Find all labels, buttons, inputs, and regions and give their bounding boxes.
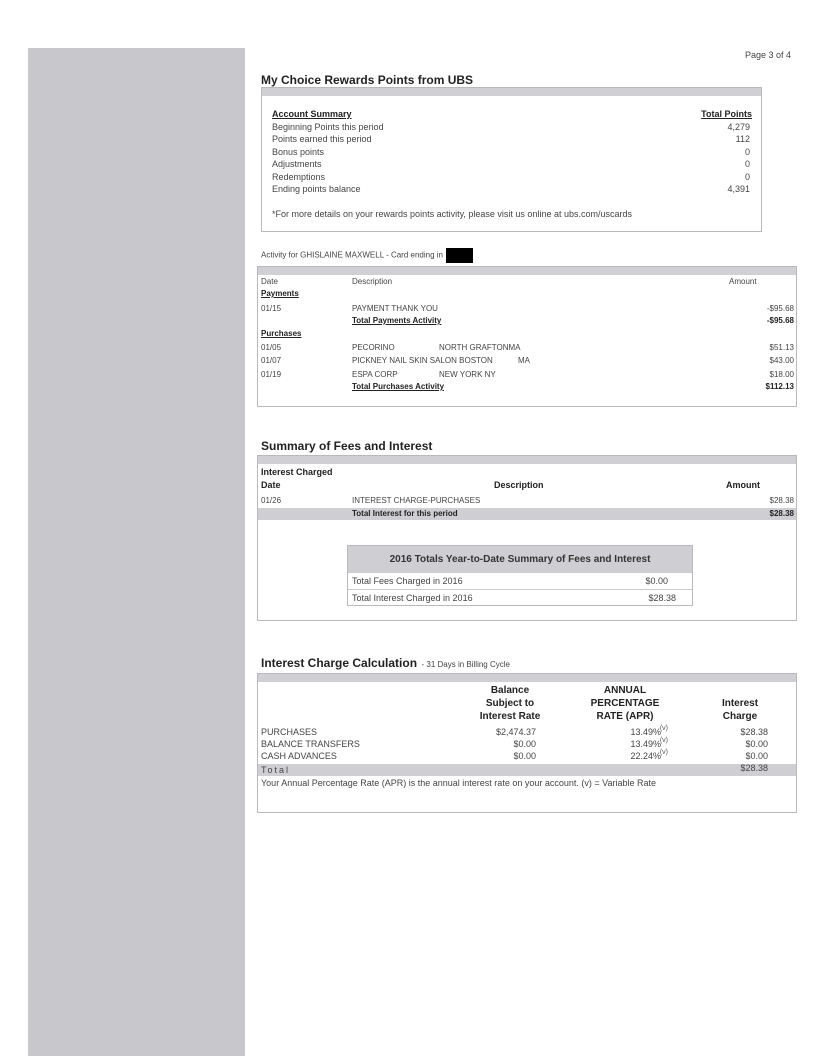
rewards-label: Ending points balance: [272, 184, 361, 194]
payments-total-label: Total Payments Activity: [352, 316, 442, 325]
calc-row-balance: $2,474.37: [495, 727, 536, 737]
rewards-label: Redemptions: [272, 172, 326, 182]
calc-row-flag: (v): [659, 749, 668, 756]
purchases-heading: Purchases: [261, 329, 302, 338]
purchase-description: PICKNEY NAIL SKIN SALON BOSTON: [352, 356, 493, 365]
rewards-header-bar: [262, 88, 761, 96]
total-points-heading: Total Points: [701, 109, 752, 119]
rewards-value: 112: [735, 134, 750, 144]
rewards-label: Beginning Points this period: [272, 122, 384, 132]
activity-label-text: Activity for GHISLAINE MAXWELL - Card ending in: [261, 250, 443, 260]
ytd-row: [348, 589, 692, 606]
col-charge-line: Charge: [722, 711, 758, 722]
fees-row-amount: $28.38: [769, 496, 794, 505]
interest-calc-subtitle: - 31 Days in Billing Cycle: [421, 660, 510, 669]
rewards-label: Bonus points: [272, 147, 325, 157]
purchase-date: 01/05: [261, 343, 282, 352]
col-charge-line: Interest: [721, 698, 759, 709]
ytd-row: [348, 572, 692, 589]
ytd-title: 2016 Totals Year-to-Date Summary of Fees and Interest: [348, 546, 692, 572]
col-date: Date: [261, 277, 278, 286]
calc-row-charge: $0.00: [745, 739, 768, 749]
col-amount: Amount: [729, 277, 757, 286]
calc-total: $28.38: [740, 763, 768, 773]
payment-amount: -$95.68: [766, 304, 794, 313]
ytd-value: $0.00: [645, 576, 668, 586]
purchase-location: NEW YORK NY: [439, 370, 496, 379]
calc-row-charge: $0.00: [745, 751, 768, 761]
calc-row-apr: 13.49%: [630, 727, 661, 737]
fees-total-label: Total Interest for this period: [352, 509, 458, 518]
col-apr-line: PERCENTAGE: [590, 698, 660, 709]
activity-label: [261, 248, 473, 263]
ytd-summary-table: [347, 545, 693, 606]
page-number: Page 3 of 4: [745, 50, 792, 60]
rewards-label: Adjustments: [272, 159, 322, 169]
interest-calc-title: Interest Charge Calculation: [261, 656, 418, 670]
col-charge-header: [710, 697, 770, 723]
col-apr-line: RATE (APR): [596, 711, 654, 722]
purchase-date: 01/19: [261, 370, 282, 379]
fees-total: $28.38: [769, 509, 794, 518]
rewards-value: 0: [744, 159, 750, 169]
col-apr-line: ANNUAL: [603, 685, 647, 696]
col-description: Description: [352, 277, 393, 286]
calc-row-apr: 13.49%: [630, 739, 661, 749]
interest-calc-heading: [261, 654, 510, 672]
ytd-value: $28.38: [648, 593, 676, 603]
interest-charged-label: Interest Charged: [261, 467, 333, 477]
calc-row-type: CASH ADVANCES: [261, 751, 337, 761]
calc-note: Your Annual Percentage Rate (APR) is the annual interest rate on your account. (v) = Variable Rate: [261, 778, 656, 788]
activity-header-bar: [258, 267, 796, 275]
calc-total-bar: [258, 764, 796, 776]
rewards-note: *For more details on your rewards points activity, please visit us online at ubs.com/uscards: [272, 209, 632, 219]
purchase-amount: $43.00: [769, 356, 794, 365]
rewards-box: [261, 87, 762, 232]
col-balance-line: Subject to: [485, 698, 535, 709]
col-balance-line: Balance: [490, 685, 530, 696]
rewards-value: 4,391: [727, 184, 750, 194]
redacted-card-number: [446, 248, 473, 263]
rewards-value: 0: [744, 172, 750, 182]
activity-table: [257, 266, 797, 407]
calc-row-balance: $0.00: [513, 751, 536, 761]
fees-header-bar: [258, 456, 796, 464]
rewards-title: My Choice Rewards Points from UBS: [261, 73, 474, 87]
fees-col-description: Description: [494, 480, 544, 490]
purchases-total-label: Total Purchases Activity: [352, 382, 445, 391]
col-balance-header: [468, 684, 552, 723]
rewards-label: Points earned this period: [272, 134, 372, 144]
calc-row-apr: 22.24%: [630, 751, 661, 761]
rewards-value: 0: [744, 147, 750, 157]
col-balance-line: Interest Rate: [479, 711, 541, 722]
payments-heading: Payments: [261, 289, 299, 298]
rewards-value: 4,279: [727, 122, 750, 132]
purchase-location: MA: [518, 356, 530, 365]
calc-row-balance: $0.00: [513, 739, 536, 749]
fees-col-amount: Amount: [726, 480, 760, 490]
payments-total: -$95.68: [766, 316, 794, 325]
purchase-amount: $51.13: [769, 343, 794, 352]
fees-row-description: INTEREST CHARGE-PURCHASES: [352, 496, 481, 505]
calc-row-flag: (v): [659, 737, 668, 744]
calc-row-flag: (v): [659, 725, 668, 732]
calc-row-charge: $28.38: [740, 727, 768, 737]
ytd-label: Total Fees Charged in 2016: [352, 576, 463, 586]
fees-col-date: Date: [261, 480, 281, 490]
sidebar-panel: [28, 48, 245, 1056]
fees-title: Summary of Fees and Interest: [261, 439, 433, 453]
purchase-date: 01/07: [261, 356, 282, 365]
purchases-total: $112.13: [765, 382, 794, 391]
calc-row-type: BALANCE TRANSFERS: [261, 739, 360, 749]
interest-calc-header-bar: [258, 674, 796, 682]
purchase-location: NORTH GRAFTONMA: [439, 343, 521, 352]
interest-calc-box: [257, 673, 797, 813]
fees-row-date: 01/26: [261, 496, 282, 505]
payment-date: 01/15: [261, 304, 282, 313]
calc-total-label: Total: [261, 765, 291, 775]
purchase-amount: $18.00: [769, 370, 794, 379]
col-apr-header: [580, 684, 670, 723]
calc-row-type: PURCHASES: [261, 727, 318, 737]
purchase-description: PECORINO: [352, 343, 395, 352]
payment-description: PAYMENT THANK YOU: [352, 304, 438, 313]
ytd-label: Total Interest Charged in 2016: [352, 593, 473, 603]
fees-total-bar: [258, 508, 796, 520]
purchase-description: ESPA CORP: [352, 370, 398, 379]
account-summary-heading: Account Summary: [272, 109, 352, 119]
